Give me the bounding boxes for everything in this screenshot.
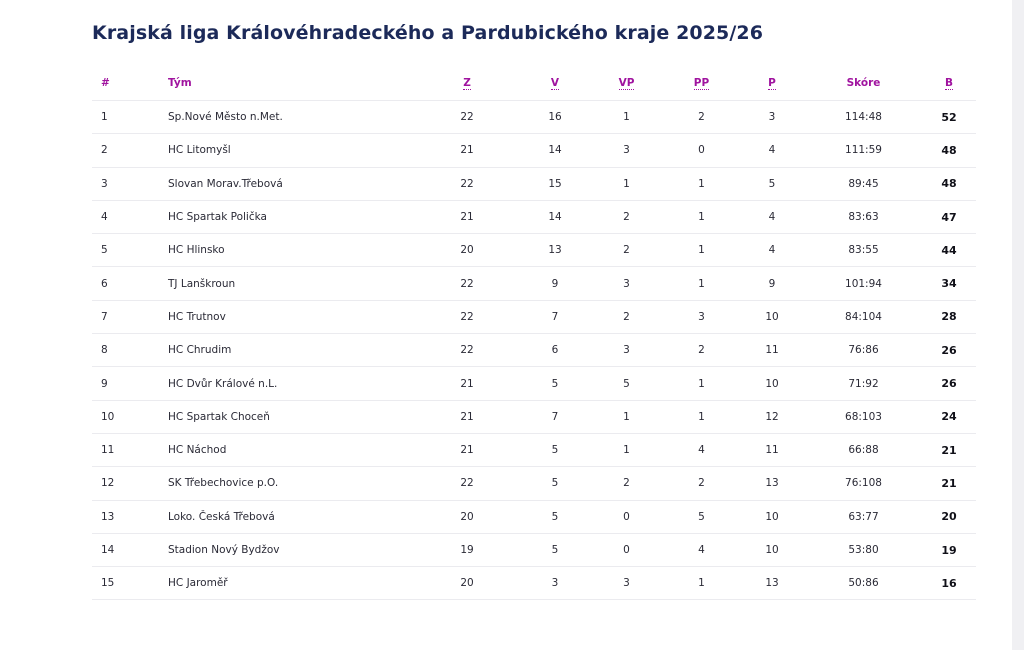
cell-team [168, 433, 413, 466]
header-points-label[interactable]: B [944, 77, 953, 89]
cell-team [168, 500, 413, 533]
team-link[interactable]: HC Spartak Polička [168, 211, 267, 224]
cell-games: 21 [413, 400, 521, 433]
cell-games: 22 [413, 267, 521, 300]
table-row [92, 467, 976, 500]
cell-score: 76:108 [805, 467, 922, 500]
team-link[interactable]: TJ Lanškroun [168, 277, 236, 290]
cell-points: 26 [922, 367, 976, 400]
cell-ot-losses: 4 [664, 533, 739, 566]
cell-losses: 9 [739, 267, 805, 300]
cell-losses: 4 [739, 134, 805, 167]
header-games[interactable] [413, 66, 521, 101]
cell-ot-losses: 1 [664, 267, 739, 300]
cell-score: 89:45 [805, 167, 922, 200]
page-title: Krajská liga Královéhradeckého a Pardubického kraje 2025/26 [92, 22, 764, 44]
header-wins-label[interactable]: V [550, 77, 560, 89]
cell-score: 63:77 [805, 500, 922, 533]
table-row [92, 300, 976, 333]
cell-ot-losses: 1 [664, 234, 739, 267]
cell-team [168, 400, 413, 433]
header-ot-losses-label[interactable]: PP [693, 77, 710, 89]
table-row [92, 334, 976, 367]
cell-points: 47 [922, 200, 976, 233]
cell-wins: 16 [521, 101, 589, 134]
team-link[interactable]: HC Chrudim [168, 344, 232, 357]
cell-losses: 11 [739, 334, 805, 367]
header-rank: # [92, 66, 168, 101]
cell-team [168, 134, 413, 167]
cell-ot-losses: 4 [664, 433, 739, 466]
cell-ot-losses: 2 [664, 334, 739, 367]
table-row [92, 500, 976, 533]
table-row [92, 267, 976, 300]
cell-ot-wins: 5 [589, 367, 664, 400]
cell-points: 34 [922, 267, 976, 300]
table-row [92, 200, 976, 233]
team-link[interactable]: Stadion Nový Bydžov [168, 544, 280, 556]
cell-games: 22 [413, 167, 521, 200]
cell-losses: 5 [739, 167, 805, 200]
cell-rank: 8 [92, 334, 168, 367]
cell-ot-losses: 5 [664, 500, 739, 533]
cell-losses: 13 [739, 567, 805, 600]
header-points[interactable] [922, 66, 976, 101]
team-link[interactable]: HC Trutnov [168, 310, 226, 323]
cell-wins: 14 [521, 200, 589, 233]
team-link[interactable]: HC Jaroměř [168, 577, 228, 590]
cell-wins: 9 [521, 267, 589, 300]
table-row [92, 400, 976, 433]
cell-ot-wins: 1 [589, 400, 664, 433]
team-link[interactable]: HC Litomyšl [168, 144, 231, 157]
cell-points: 48 [922, 134, 976, 167]
cell-wins: 13 [521, 234, 589, 267]
cell-losses: 10 [739, 300, 805, 333]
cell-points: 16 [922, 567, 976, 600]
table-header [92, 66, 976, 101]
cell-points: 52 [922, 101, 976, 134]
cell-rank: 6 [92, 267, 168, 300]
cell-losses: 12 [739, 400, 805, 433]
cell-score: 114:48 [805, 101, 922, 134]
cell-team [168, 367, 413, 400]
cell-rank: 5 [92, 234, 168, 267]
cell-losses: 13 [739, 467, 805, 500]
cell-ot-wins: 2 [589, 200, 664, 233]
cell-points: 26 [922, 334, 976, 367]
cell-games: 22 [413, 467, 521, 500]
scrollbar[interactable] [1012, 0, 1024, 650]
cell-rank: 10 [92, 400, 168, 433]
cell-games: 19 [413, 533, 521, 566]
cell-wins: 5 [521, 467, 589, 500]
cell-losses: 4 [739, 234, 805, 267]
cell-wins: 6 [521, 334, 589, 367]
cell-points: 19 [922, 533, 976, 566]
cell-score: 83:55 [805, 234, 922, 267]
cell-wins: 5 [521, 533, 589, 566]
cell-ot-losses: 2 [664, 101, 739, 134]
team-link[interactable]: HC Hlinsko [168, 244, 225, 257]
header-row [92, 66, 976, 101]
standings-table [92, 66, 976, 600]
cell-games: 20 [413, 500, 521, 533]
cell-rank: 3 [92, 167, 168, 200]
cell-ot-losses: 2 [664, 467, 739, 500]
cell-ot-wins: 3 [589, 567, 664, 600]
header-games-label[interactable]: Z [463, 77, 471, 89]
cell-score: 84:104 [805, 300, 922, 333]
cell-games: 21 [413, 433, 521, 466]
cell-team [168, 234, 413, 267]
table-row [92, 433, 976, 466]
header-team: Tým [168, 66, 413, 101]
cell-points: 24 [922, 400, 976, 433]
cell-score: 68:103 [805, 400, 922, 433]
cell-games: 22 [413, 300, 521, 333]
header-wins[interactable] [521, 66, 589, 101]
cell-ot-wins: 3 [589, 267, 664, 300]
cell-ot-wins: 0 [589, 533, 664, 566]
cell-ot-losses: 1 [664, 567, 739, 600]
cell-wins: 14 [521, 134, 589, 167]
table-body [92, 101, 976, 600]
table-row [92, 567, 976, 600]
cell-games: 21 [413, 367, 521, 400]
cell-wins: 5 [521, 433, 589, 466]
header-ot-losses[interactable] [664, 66, 739, 101]
table-row [92, 533, 976, 566]
cell-score: 66:88 [805, 433, 922, 466]
cell-rank: 7 [92, 300, 168, 333]
cell-score: 83:63 [805, 200, 922, 233]
cell-points: 21 [922, 433, 976, 466]
cell-losses: 3 [739, 101, 805, 134]
cell-wins: 7 [521, 400, 589, 433]
cell-points: 21 [922, 467, 976, 500]
cell-ot-wins: 2 [589, 234, 664, 267]
cell-rank: 15 [92, 567, 168, 600]
cell-losses: 10 [739, 500, 805, 533]
table-row [92, 234, 976, 267]
cell-ot-losses: 0 [664, 134, 739, 167]
cell-points: 44 [922, 234, 976, 267]
cell-games: 22 [413, 101, 521, 134]
cell-score: 101:94 [805, 267, 922, 300]
header-ot-wins[interactable] [589, 66, 664, 101]
cell-points: 28 [922, 300, 976, 333]
cell-team [168, 200, 413, 233]
table-row [92, 367, 976, 400]
table-row [92, 101, 976, 134]
cell-ot-losses: 1 [664, 167, 739, 200]
cell-wins: 7 [521, 300, 589, 333]
cell-ot-wins: 2 [589, 300, 664, 333]
team-link[interactable]: HC Dvůr Králové n.L. [168, 377, 278, 390]
cell-points: 20 [922, 500, 976, 533]
cell-score: 53:80 [805, 533, 922, 566]
cell-ot-wins: 3 [589, 334, 664, 367]
cell-ot-wins: 3 [589, 134, 664, 167]
cell-ot-wins: 1 [589, 167, 664, 200]
cell-wins: 5 [521, 500, 589, 533]
team-link[interactable]: Slovan Morav.Třebová [168, 177, 283, 190]
cell-ot-wins: 1 [589, 101, 664, 134]
cell-losses: 10 [739, 533, 805, 566]
header-losses-label[interactable]: P [768, 77, 776, 89]
cell-team [168, 467, 413, 500]
cell-points: 48 [922, 167, 976, 200]
cell-games: 22 [413, 334, 521, 367]
team-link[interactable]: SK Třebechovice p.O. [168, 477, 279, 490]
cell-team [168, 533, 413, 566]
table-row [92, 167, 976, 200]
cell-wins: 3 [521, 567, 589, 600]
cell-losses: 11 [739, 433, 805, 466]
cell-ot-losses: 1 [664, 367, 739, 400]
cell-games: 21 [413, 134, 521, 167]
cell-rank: 14 [92, 533, 168, 566]
cell-rank: 9 [92, 367, 168, 400]
cell-team [168, 167, 413, 200]
table-row [92, 134, 976, 167]
cell-rank: 4 [92, 200, 168, 233]
cell-losses: 10 [739, 367, 805, 400]
header-losses[interactable] [739, 66, 805, 101]
cell-games: 20 [413, 234, 521, 267]
team-link[interactable]: HC Spartak Choceň [168, 410, 270, 423]
team-link[interactable]: HC Náchod [168, 444, 227, 457]
team-link[interactable]: Loko. Česká Třebová [168, 510, 275, 523]
cell-ot-losses: 3 [664, 300, 739, 333]
header-ot-wins-label[interactable]: VP [618, 77, 635, 89]
cell-rank: 12 [92, 467, 168, 500]
cell-rank: 11 [92, 433, 168, 466]
cell-rank: 2 [92, 134, 168, 167]
cell-score: 111:59 [805, 134, 922, 167]
cell-score: 71:92 [805, 367, 922, 400]
cell-rank: 1 [92, 101, 168, 134]
cell-games: 20 [413, 567, 521, 600]
team-link[interactable]: Sp.Nové Město n.Met. [168, 111, 283, 124]
cell-wins: 15 [521, 167, 589, 200]
cell-team [168, 334, 413, 367]
cell-losses: 4 [739, 200, 805, 233]
header-score: Skóre [805, 66, 922, 101]
cell-games: 21 [413, 200, 521, 233]
cell-ot-losses: 1 [664, 400, 739, 433]
cell-rank: 13 [92, 500, 168, 533]
cell-score: 76:86 [805, 334, 922, 367]
cell-wins: 5 [521, 367, 589, 400]
cell-team [168, 267, 413, 300]
cell-team [168, 567, 413, 600]
cell-score: 50:86 [805, 567, 922, 600]
cell-ot-wins: 1 [589, 433, 664, 466]
cell-ot-wins: 0 [589, 500, 664, 533]
cell-team [168, 300, 413, 333]
cell-ot-losses: 1 [664, 200, 739, 233]
cell-team [168, 101, 413, 134]
cell-ot-wins: 2 [589, 467, 664, 500]
